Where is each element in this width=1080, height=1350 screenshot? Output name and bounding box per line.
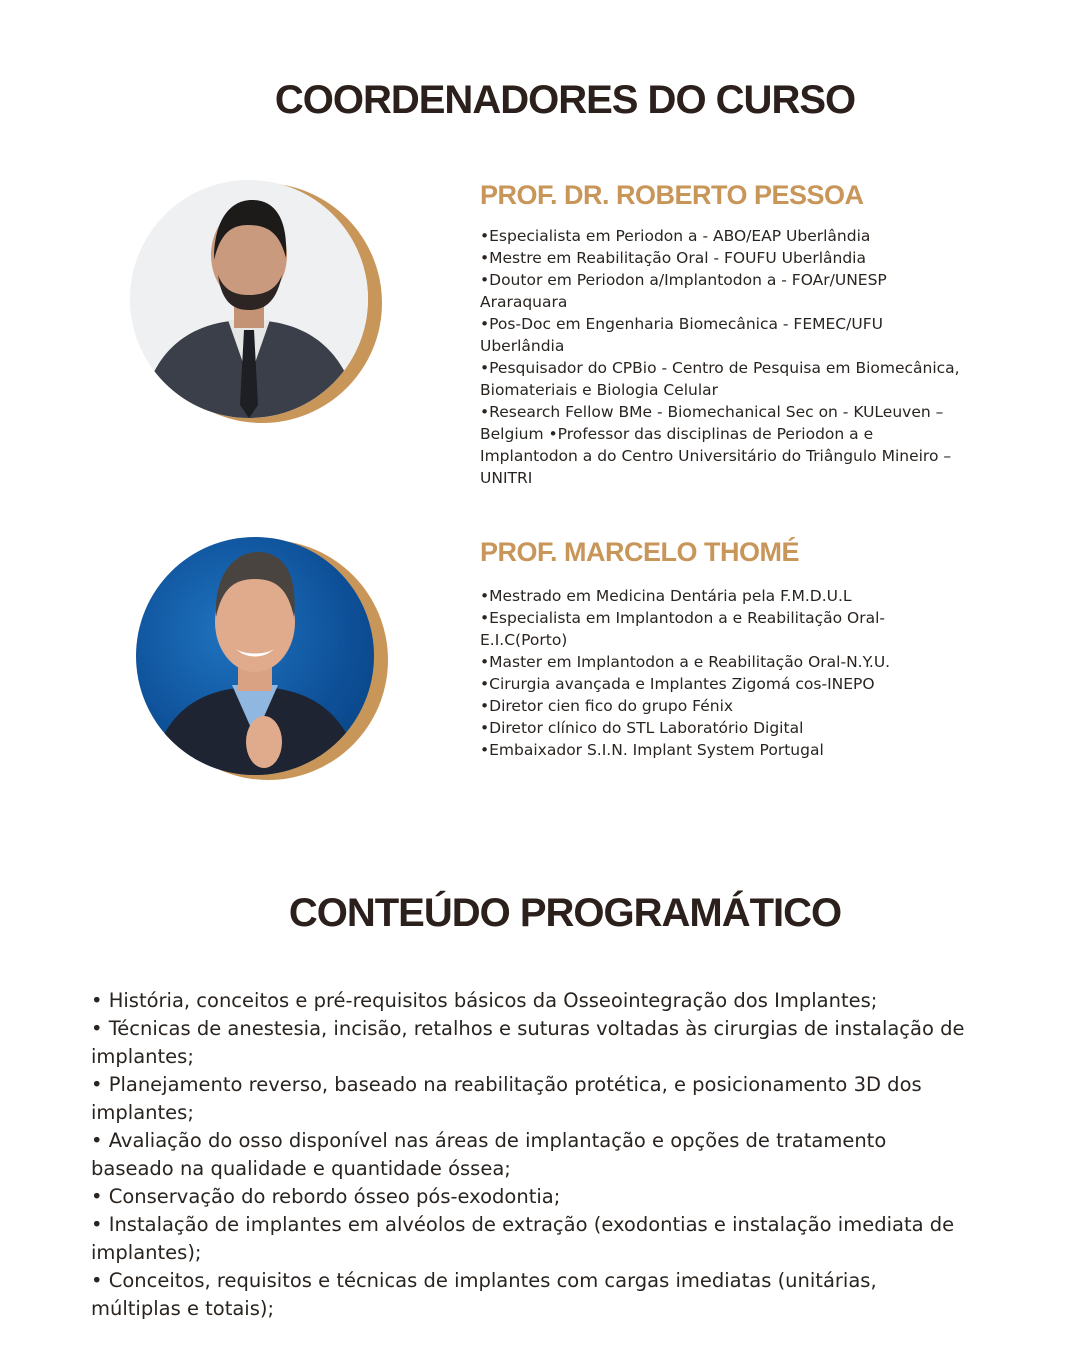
prof-bio-marcelo-thome: [480, 585, 960, 761]
bio-line: •Diretor clínico do STL Laboratório Digital: [480, 719, 804, 737]
portrait-roberto-pessoa: [130, 180, 380, 430]
programa-item: • Conceitos, requisitos e técnicas de implantes com cargas imediatas (unitárias, múltiplas e totais);: [91, 1269, 877, 1320]
programa-item: • Avaliação do osso disponível nas áreas de implantação e opções de tratamento baseado na qualidade e quantidade óssea;: [91, 1129, 887, 1180]
prof-name-roberto-pessoa: PROF. DR. ROBERTO PESSOA: [480, 180, 864, 210]
bio-line: •Research Fellow BMe - Biomechanical Sec on - KULeuven – Belgium •Professor das disciplinas de Periodon a e Implantodon a do Centro Universitário do Triângulo Mineiro – UNITRI: [480, 403, 952, 487]
bio-line: •Mestre em Reabilitação Oral - FOUFU Uberlândia: [480, 249, 866, 267]
bio-line: •Master em Implantodon a e Reabilitação Oral-N.Y.U.: [480, 653, 891, 671]
programa-item: • Técnicas de anestesia, incisão, retalhos e suturas voltadas às cirurgias de instalação de implantes;: [91, 1017, 965, 1068]
section-title-conteudo: CONTEÚDO PROGRAMÁTICO: [288, 891, 842, 935]
portrait-photo: [130, 180, 368, 418]
section-title-coordenadores: COORDENADORES DO CURSO: [274, 78, 856, 122]
programa-item: • Planejamento reverso, baseado na reabilitação protética, e posicionamento 3D dos implantes;: [91, 1073, 922, 1124]
portrait-marcelo-thome: [136, 537, 386, 787]
programa-item: • Instalação de implantes em alvéolos de extração (exodontias e instalação imediata de implantes);: [91, 1213, 955, 1264]
bio-line: •Pos-Doc em Engenharia Biomecânica - FEMEC/UFU Uberlândia: [480, 315, 883, 355]
prof-bio-roberto-pessoa: [480, 225, 960, 489]
prof-name-marcelo-thome: PROF. MARCELO THOMÉ: [480, 537, 799, 567]
person-photo-illustration: [136, 537, 374, 775]
bio-line: •Especialista em Implantodon a e Reabilitação Oral-E.I.C(Porto): [480, 609, 885, 649]
bio-line: •Pesquisador do CPBio - Centro de Pesquisa em Biomecânica, Biomateriais e Biologia Celular: [480, 359, 960, 399]
person-photo-illustration: [130, 180, 368, 418]
programa-item: • História, conceitos e pré-requisitos básicos da Osseointegração dos Implantes;: [91, 989, 878, 1012]
bio-line: •Diretor cien fico do grupo Fénix: [480, 697, 734, 715]
bio-line: •Cirurgia avançada e Implantes Zigomá cos-INEPO: [480, 675, 875, 693]
portrait-photo: [136, 537, 374, 775]
programa-item: • Conservação do rebordo ósseo pós-exodontia;: [91, 1185, 561, 1208]
bio-line: •Embaixador S.I.N. Implant System Portugal: [480, 741, 824, 759]
programa-list: [91, 987, 971, 1323]
bio-line: •Mestrado em Medicina Dentária pela F.M.D.U.L: [480, 587, 852, 605]
bio-line: •Doutor em Periodon a/Implantodon a - FOAr/UNESP Araraquara: [480, 271, 887, 311]
bio-line: •Especialista em Periodon a - ABO/EAP Uberlândia: [480, 227, 871, 245]
